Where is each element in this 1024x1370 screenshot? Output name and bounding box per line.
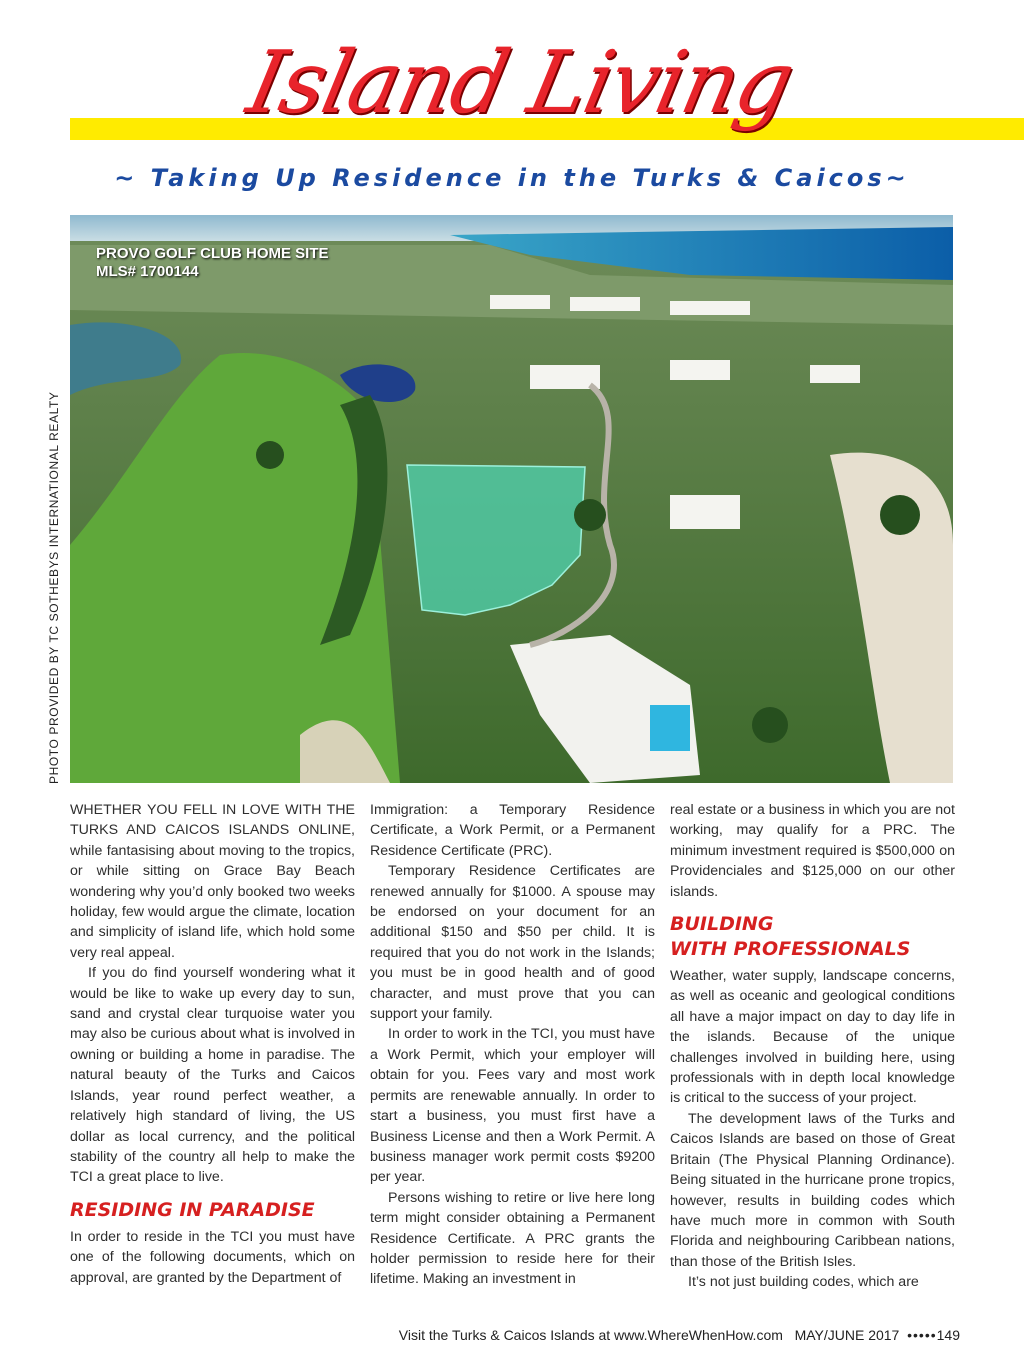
page-number: 149 [936, 1327, 960, 1343]
footer-visit-text: Visit the Turks & Caicos Islands at www.WhereWhenHow.com [398, 1327, 783, 1343]
photo-caption [96, 245, 329, 281]
masthead-title: Island Living [239, 33, 801, 133]
paragraph: It’s not just building codes, which are [688, 1274, 919, 1291]
paragraph: Immigration: a Temporary Residence Certificate, a Work Permit, or a Permanent Residence Certificate (PRC). [370, 802, 655, 859]
footer-dots: ••••• [907, 1327, 937, 1343]
paragraph: Persons wishing to retire or live here long term might consider obtaining a Permanent Residence Certificate. A PRC grants the holder permission to reside here for their lifetime. Making an investment in [370, 1189, 655, 1288]
article-column-1 [70, 800, 355, 1288]
photo-caption-mls: MLS# 1700144 [96, 263, 199, 280]
article-column-3 [670, 800, 955, 1293]
section-heading-line: WITH PROFESSIONALS [670, 938, 911, 961]
page-footer [0, 1327, 960, 1343]
section-heading-line: BUILDING [670, 913, 774, 936]
masthead-subtitle: ~ Taking Up Residence in the Turks & Caicos~ [114, 164, 910, 192]
section-heading-residing: RESIDING IN PARADISE [70, 1198, 315, 1221]
photo-credit: PHOTO PROVIDED BY TC SOTHEBYS INTERNATIONAL REALTY [47, 391, 61, 784]
paragraph: If you do find yourself wondering what it would be like to wake up every day to sun, sand and crystal clear turquoise water you may also be curious about what is involved in owning or building a home in paradise. The natural beauty of the Turks and Caicos Islands, year round perfect weather, a relatively high standard of living, the US dollar as local currency, and the political stability of the country all help to make the TCI a great place to live. [70, 965, 355, 1186]
paragraph: Weather, water supply, landscape concerns, as well as oceanic and geological conditions all have a major impact on day to day life in the islands. Because of the unique challenges involved in building here, using professionals with in depth local knowledge is critical to the success of your project. [670, 968, 955, 1107]
aerial-photo [70, 215, 953, 783]
paragraph: In order to reside in the TCI you must have one of the following documents, which on approval, are granted by the Department of [70, 1228, 355, 1286]
paragraph: In order to work in the TCI, you must have a Work Permit, which your employer will obtain for you. Fees vary and most work permits are renewable annually. In order to start a business, you must first have a Business License and then a Work Permit. A business manager work permit costs $9200 per year. [370, 1026, 655, 1186]
paragraph: Temporary Residence Certificates are renewed annually for $1000. A spouse may be endorsed on your document for an additional $150 and $50 per child. It is required that you do not work in the Islands; you must be in good health and of good character, and must prove that you can support your family. [370, 863, 655, 1023]
article-column-2 [370, 800, 655, 1290]
photo-caption-title: PROVO GOLF CLUB HOME SITE [96, 245, 329, 262]
aerial-photo-illustration [70, 215, 953, 783]
paragraph: The development laws of the Turks and Caicos Islands are based on those of Great Britain (The Physical Planning Ordinance). Being situated in the hurricane prone tropics, however, results in building codes which have much more in common with South Florida and neighbouring Caribbean nations, than those of the British Isles. [670, 1110, 955, 1270]
section-heading-building [670, 912, 955, 962]
paragraph: WHETHER YOU FELL IN LOVE WITH THE TURKS AND CAICOS ISLANDS ONLINE, while fantasising about moving to the tropics, or while sitting on Grace Bay Beach wondering why you’d only booked two weeks holiday, few would argue the climate, location and simplicity of island life, which hold some very real appeal. [70, 802, 355, 961]
paragraph: real estate or a business in which you are not working, may qualify for a PRC. The minimum investment required is $500,000 on Providenciales and $125,000 on our other islands. [670, 802, 955, 900]
footer-issue: MAY/JUNE 2017 [794, 1327, 900, 1343]
